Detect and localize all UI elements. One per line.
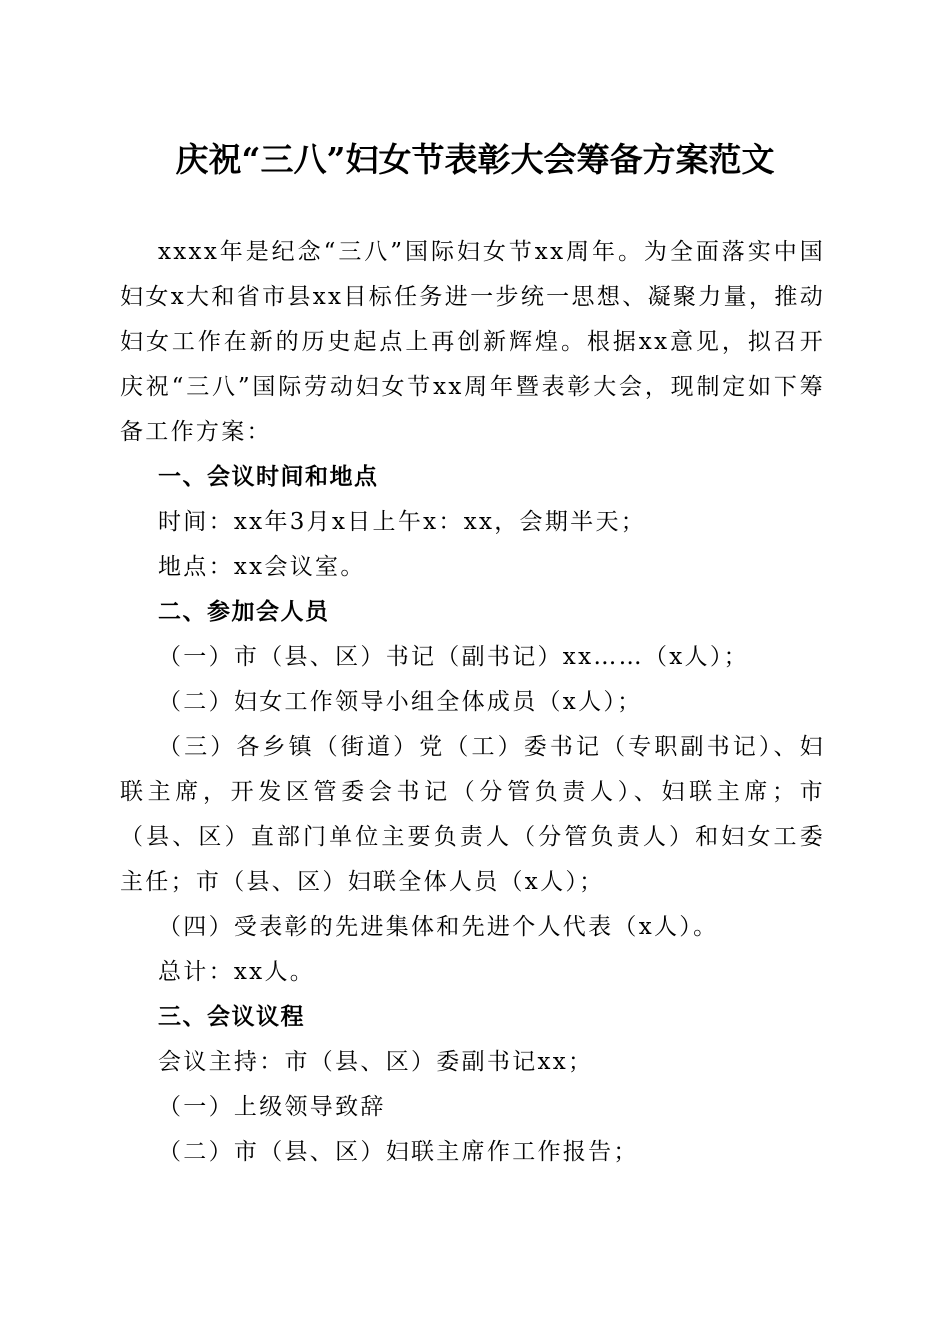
section-heading-agenda: 三、会议议程 (158, 1004, 305, 1030)
meeting-host: 会议主持：市（县、区）委副书记xx； (158, 1049, 594, 1075)
meeting-time: 时间：xx年3月x日上午x：xx，会期半天； (158, 509, 647, 535)
attendee-item: （三）各乡镇（街道）党（工）委书记（专职副书记）、妇联主席，开发区管委会书记（分管负责人）、妇联主席；市（县、区）直部门单位主要负责人（分管负责人）和妇女工委主任；市（县、区）妇联全体人员（x人）； (120, 734, 825, 895)
attendee-item: （四）受表彰的先进集体和先进个人代表（x人）。 (158, 914, 719, 940)
section-heading-attendees: 二、参加会人员 (158, 599, 330, 625)
meeting-place: 地点：xx会议室。 (158, 554, 366, 580)
agenda-item: （二）市（县、区）妇联主席作工作报告； (158, 1139, 639, 1165)
intro-paragraph: xxxx年是纪念“三八”国际妇女节xx周年。为全面落实中国妇女x大和省市县xx目标任务进一步统一思想、凝聚力量，推动妇女工作在新的历史起点上再创新辉煌。根据xx意见，拟召开庆祝“三八”国际劳动妇女节xx周年暨表彰大会，现制定如下筹备工作方案： (120, 239, 825, 445)
agenda-item: （一）上级领导致辞 (158, 1094, 386, 1120)
attendee-item: （二）妇女工作领导小组全体成员（x人）； (158, 689, 643, 715)
document-title: 庆祝“三八”妇女节表彰大会筹备方案范文 (175, 140, 775, 179)
attendee-total: 总计：xx人。 (158, 959, 316, 985)
attendee-item: （一）市（县、区）书记（副书记）xx……（x人）； (158, 644, 749, 670)
document-body (120, 230, 825, 1175)
section-heading-time-place: 一、会议时间和地点 (158, 464, 379, 490)
